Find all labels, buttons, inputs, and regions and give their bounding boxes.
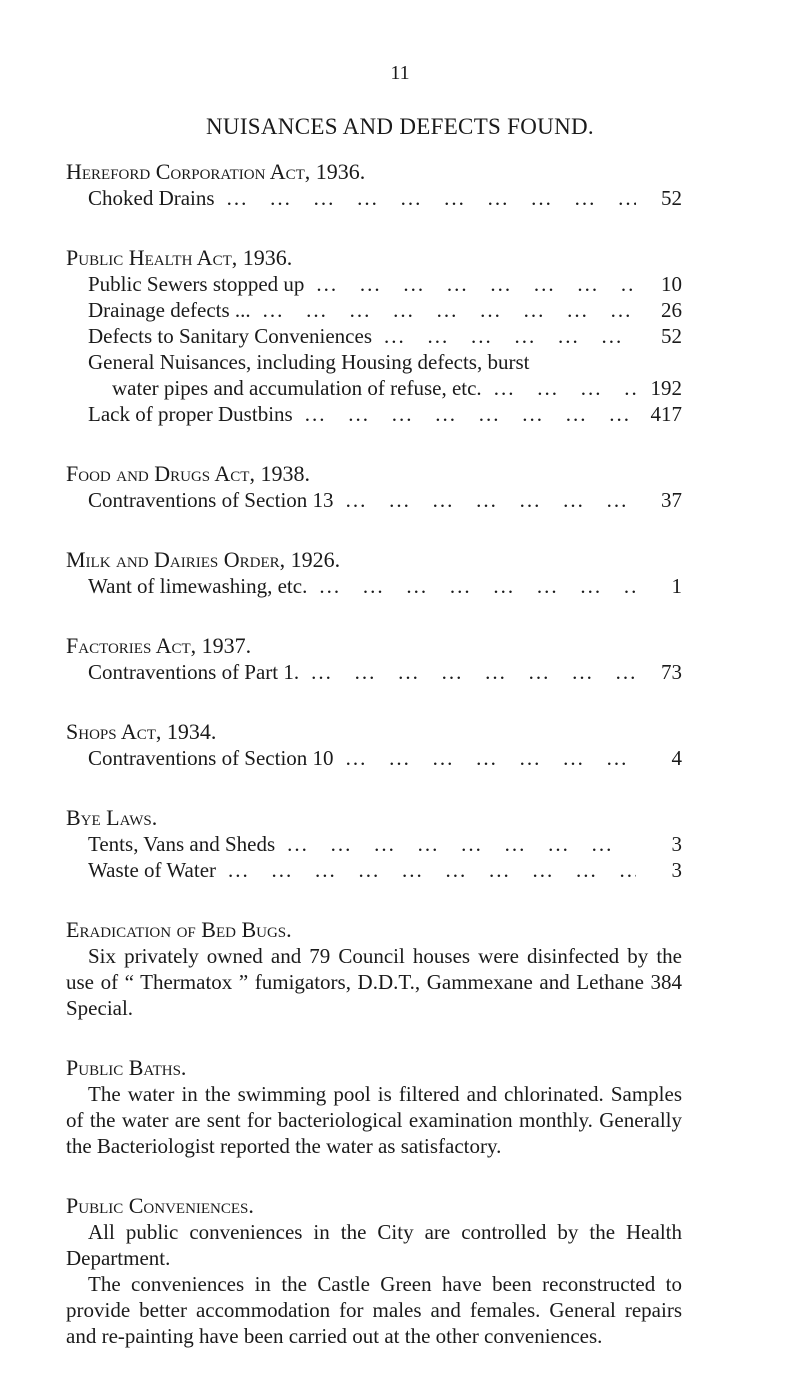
item-count: 3 [671,858,682,882]
leader-dots [346,745,636,771]
paragraph: The conveniences in the Castle Green have been reconstructed to provide better accommodation for males and females. General repairs and re-painting have been carried out at the other conveniences. [66,1272,682,1348]
item-count: 3 [671,832,682,856]
item-label: Want of limewashing, etc. [88,574,308,598]
page-title: NUISANCES AND DEFECTS FOUND. [206,114,594,139]
item-label: Public Sewers stopped up [88,272,305,296]
leader-dots [263,297,636,323]
section-heading: Public Conveniences. [66,1193,254,1218]
item-count: 26 [661,298,682,322]
item-label-continuation: water pipes and accumulation of refuse, etc. [112,376,482,400]
list-item [66,659,682,685]
leader-dots [287,831,636,857]
list-item [66,349,682,401]
item-label: General Nuisances, including Housing defects, burst [88,350,530,374]
leader-dots [311,659,636,685]
item-count: 73 [661,660,682,684]
paragraph: The water in the swimming pool is filtered and chlorinated. Samples of the water are sent for bacteriological examination monthly. Generally the Bacteriologist reported the water as satisfactory. [66,1082,682,1158]
item-count: 52 [661,324,682,348]
list-item [66,831,682,857]
section-food-drugs-act [66,461,682,513]
section-heading: Food and Drugs Act, 1938. [66,461,310,486]
section-heading: Public Baths. [66,1055,187,1080]
leader-dots [384,323,636,349]
list-item [66,573,682,599]
list-item [66,487,682,513]
item-label: Waste of Water [88,858,217,882]
page-number: 11 [390,62,410,84]
item-count: 52 [661,186,682,210]
list-item [66,857,682,883]
item-label: Tents, Vans and Sheds [88,832,276,856]
leader-dots [305,401,636,427]
leader-dots [316,271,636,297]
leader-dots [227,185,636,211]
section-bed-bugs [66,917,682,1021]
list-item [66,297,682,323]
section-public-health-act [66,245,682,427]
item-label: Choked Drains [88,186,215,210]
item-label: Contraventions of Section 10 [88,746,334,770]
list-item [66,745,682,771]
leader-dots [228,857,636,883]
paragraph: All public conveniences in the City are controlled by the Health Department. [66,1220,682,1270]
item-count: 37 [661,488,682,512]
leader-dots [319,573,636,599]
item-label: Lack of proper Dustbins [88,402,293,426]
list-item [66,271,682,297]
section-factories-act [66,633,682,685]
item-label: Contraventions of Part 1. [88,660,300,684]
section-public-conveniences [66,1193,682,1349]
item-count: 1 [671,574,682,598]
report-body [66,159,682,1383]
section-heading: Factories Act, 1937. [66,633,252,658]
list-item [66,323,682,349]
list-item [66,185,682,211]
section-milk-dairies-order [66,547,682,599]
list-item [66,401,682,427]
section-shops-act [66,719,682,771]
section-heading: Hereford Corporation Act, 1936. [66,159,366,184]
section-bye-laws [66,805,682,883]
leader-dots [346,487,636,513]
item-count: 4 [671,746,682,770]
section-heading: Bye Laws. [66,805,158,830]
item-label: Drainage defects ... [88,298,251,322]
section-heading: Shops Act, 1934. [66,719,217,744]
item-label: Defects to Sanitary Conveniences [88,324,372,348]
item-count: 10 [661,272,682,296]
item-label: Contraventions of Section 13 [88,488,334,512]
leader-dots [494,375,636,401]
item-count: 192 [650,376,682,400]
section-hereford-act [66,159,682,211]
section-public-baths [66,1055,682,1159]
section-heading: Public Health Act, 1936. [66,245,293,270]
paragraph: Six privately owned and 79 Council houses were disinfected by the use of “ Thermatox ” fumigators, D.D.T., Gammexane and Lethane 384 Special. [66,944,682,1020]
item-count: 417 [650,402,682,426]
section-heading: Milk and Dairies Order, 1926. [66,547,341,572]
section-heading: Eradication of Bed Bugs. [66,917,292,942]
